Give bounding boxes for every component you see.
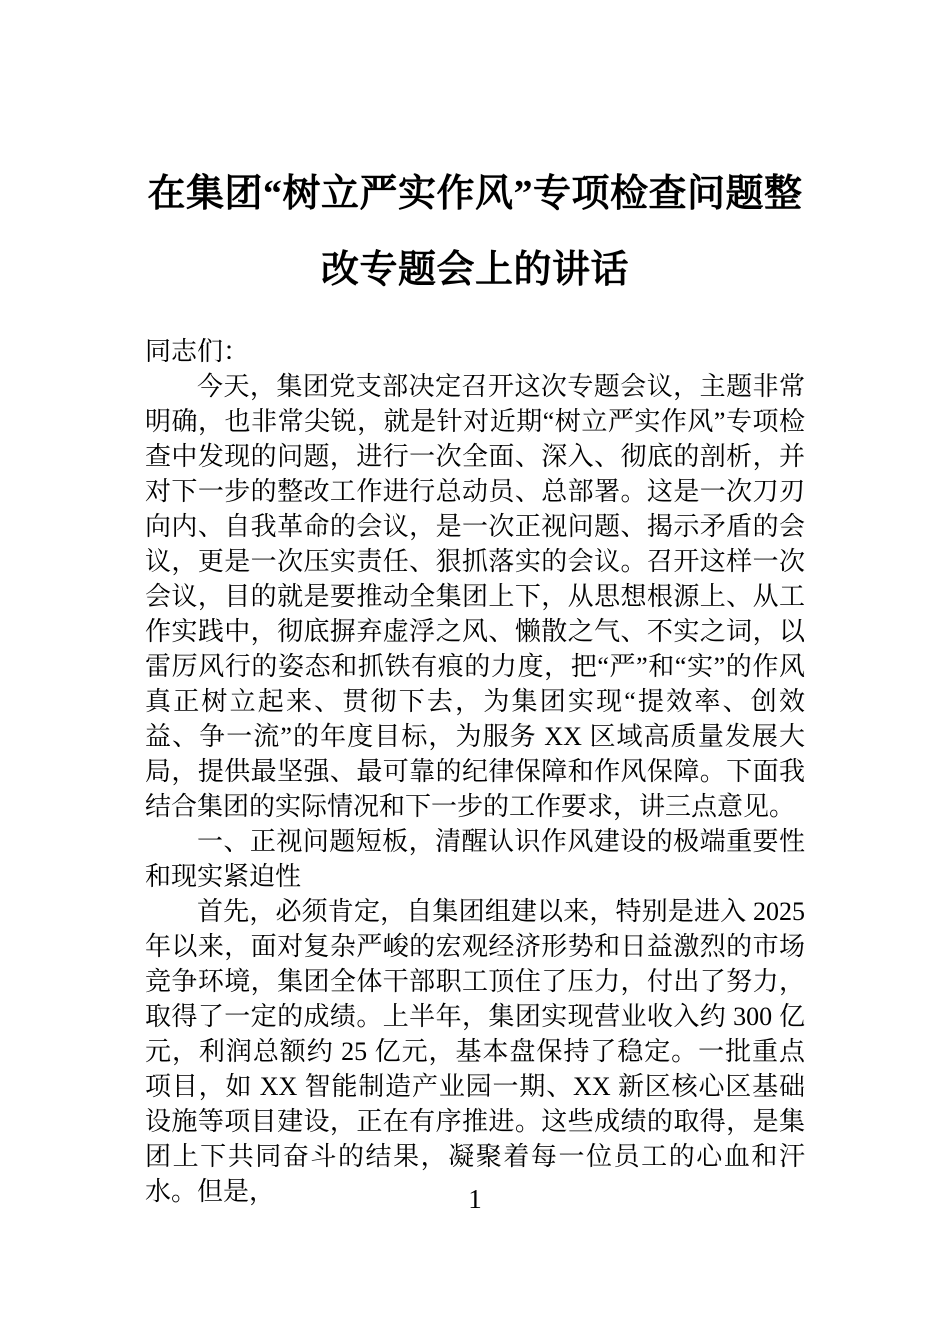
section-heading-1: 一、正视问题短板，清醒认识作风建设的极端重要性和现实紧迫性 (145, 827, 805, 891)
paragraph-1: 今天，集团党支部决定召开这次专题会议，主题非常明确，也非常尖锐，就是针对近期“树立严实作风”专项检查中发现的问题，进行一次全面、深入、彻底的剖析，并对下一步的整改工作进行总动员、总部署。这是一次刀刃向内、自我革命的会议，是一次正视问题、揭示矛盾的会议，更是一次压实责任、狠抓落实的会议。召开这样一次会议，目的就是要推动全集团上下，从思想根源上、从工作实践中，彻底摒弃虚浮之风、懒散之气、不实之词，以雷厉风行的姿态和抓铁有痕的力度，把“严”和“实”的作风真正树立起来、贯彻下去，为集团实现“提效率、创效益、争一流”的年度目标，为服务 XX 区域高质量发展大局，提供最坚强、最可靠的纪律保障和作风保障。下面我结合集团的实际情况和下一步的工作要求，讲三点意见。 (145, 372, 805, 821)
document-title-line-2: 改专题会上的讲话 (320, 249, 629, 291)
document-title-line-1: 在集团“树立严实作风”专项检查问题整 (147, 173, 803, 215)
document-body (145, 334, 805, 1209)
document-title (125, 156, 825, 308)
salutation: 同志们： (145, 337, 250, 366)
paragraph-2: 首先，必须肯定，自集团组建以来，特别是进入 2025 年以来，面对复杂严峻的宏观经济形势和日益激烈的市场竞争环境，集团全体干部职工顶住了压力，付出了努力，取得了一定的成绩。上半年，集团实现营业收入约 300 亿元，利润总额约 25 亿元，基本盘保持了稳定。一批重点项目，如 XX 智能制造产业园一期、XX 新区核心区基础设施等项目建设，正在有序推进。这些成绩的取得，是集团上下共同奋斗的结果，凝聚着每一位员工的心血和汗水。但是， (145, 897, 805, 1206)
page-number: 1 (468, 1184, 482, 1214)
